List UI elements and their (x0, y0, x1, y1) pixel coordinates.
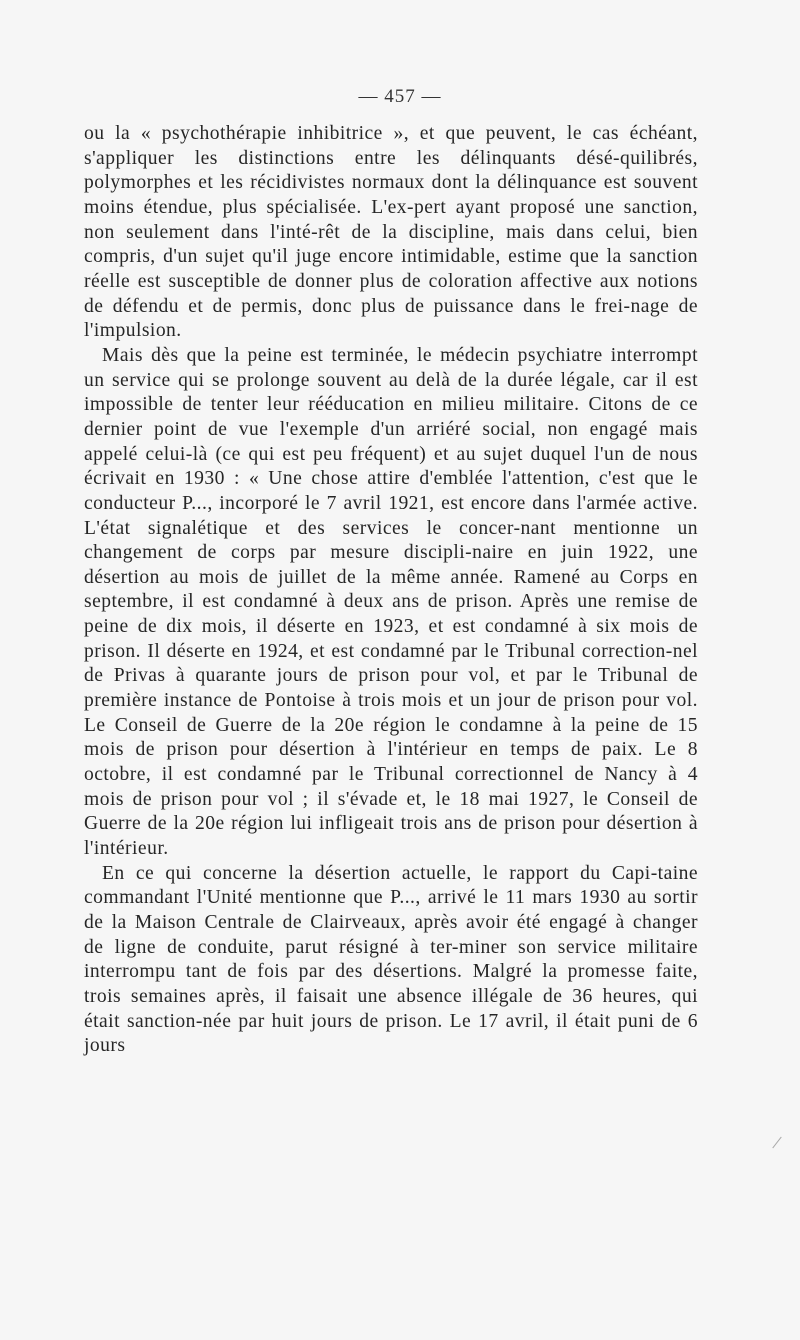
paragraph: ou la « psychothérapie inhibitrice », et que peuvent, le cas échéant, s'appliquer les distinctions entre les délinquants désé-quilibrés, polymorphes et les récidivistes normaux dont la délinquance est souvent moins étendue, plus spécialisée. L'ex-pert ayant proposé une sanction, non seulement dans l'inté-rêt de la discipline, mais dans celui, bien compris, d'un sujet qu'il juge encore intimidable, estime que la sanction réelle est susceptible de donner plus de coloration affective aux notions de défendu et de permis, donc plus de puissance dans le frei-nage de l'impulsion. (84, 123, 698, 342)
page-number: — 457 — (358, 86, 442, 107)
paragraph: En ce qui concerne la désertion actuelle, le rapport du Capi-taine commandant l'Unité mentionne que P..., arrivé le 11 mars 1930 au sortir de la Maison Centrale de Clairveaux, après avoir été engagé à changer de ligne de conduite, parut résigné à ter-miner son service militaire interrompu tant de fois par des désertions. Malgré la promesse faite, trois semaines après, il faisait une absence illégale de 36 heures, qui était sanction-née par huit jours de prison. Le 17 avril, il était puni de 6 jours (84, 862, 698, 1057)
paragraph: Mais dès que la peine est terminée, le médecin psychiatre interrompt un service qui se prolonge souvent au delà de la durée légale, car il est impossible de tenter leur rééducation en milieu militaire. Citons de ce dernier point de vue l'exemple d'un arriéré social, non engagé mais appelé celui-là (ce qui est peu fréquent) et au sujet duquel l'un de nous écrivait en 1930 : « Une chose attire d'emblée l'attention, c'est que le conducteur P..., incorporé le 7 avril 1921, est encore dans l'armée active. L'état signalétique et des services le concer-nant mentionne un changement de corps par mesure discipli-naire en juin 1922, une désertion au mois de juillet de la même année. Ramené au Corps en septembre, il est condamné à deux ans de prison. Après une remise de peine de dix mois, il déserte en 1923, et est condamné à six mois de prison. Il déserte en 1924, et est condamné par le Tribunal correction-nel de Privas à quarante jours de prison pour vol, et par le Tribunal de première instance de Pontoise à trois mois et un jour de prison pour vol. Le Conseil de Guerre de la 20e région le condamne à la peine de 15 mois de prison pour désertion à l'intérieur en temps de paix. Le 8 octobre, il est condamné par le Tribunal correctionnel de Nancy à 4 mois de prison pour vol ; il s'évade et, le 18 mai 1927, le Conseil de Guerre de la 20e région lui infligeait trois ans de prison pour désertion à l'intérieur. (84, 344, 698, 860)
pencil-mark (772, 1137, 781, 1149)
body-text (84, 122, 698, 1059)
